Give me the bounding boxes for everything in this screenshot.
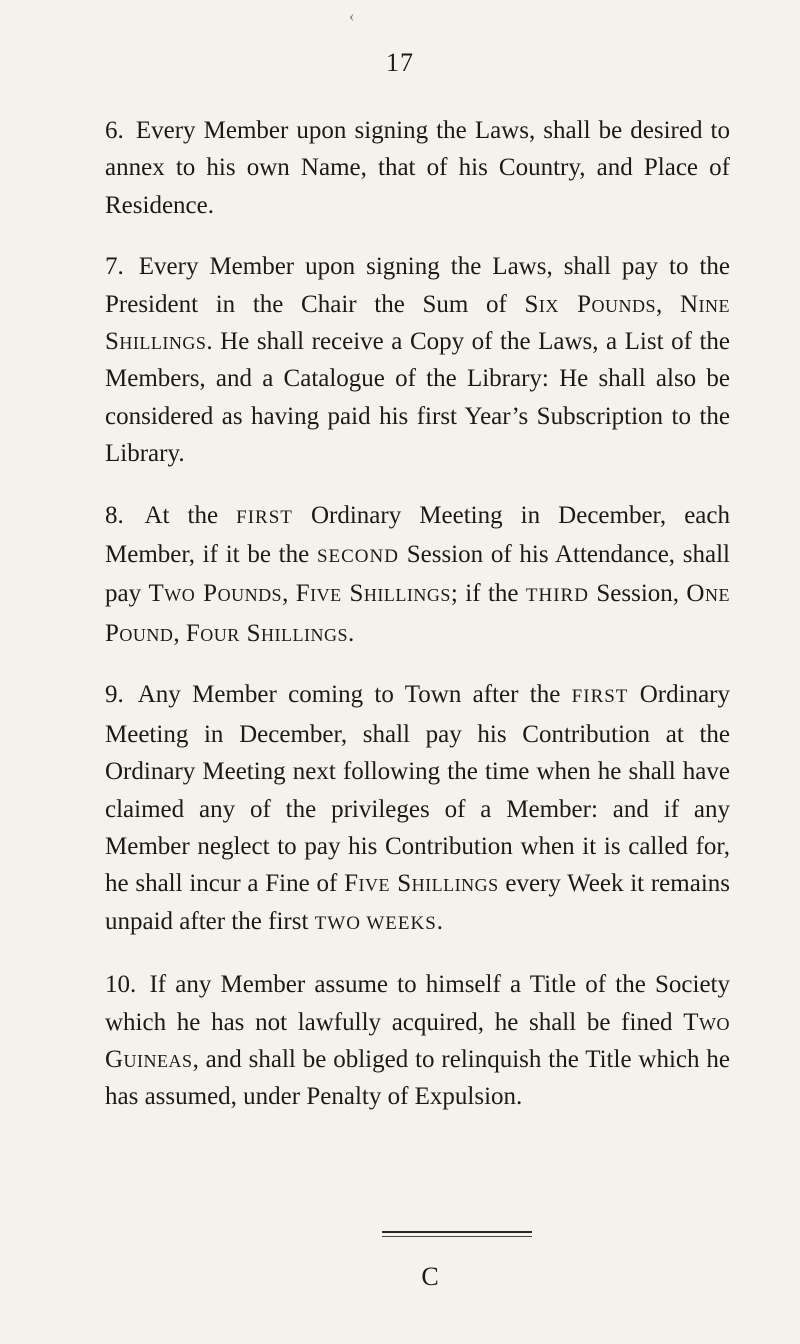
footer-rule xyxy=(382,1231,532,1240)
paragraph-text: . xyxy=(436,907,444,935)
paragraph-text: Ordinary Meeting in December, shall pay his Contribution at the Ordinary Meeting next following the time when he shall have claimed any of the privileges of a Member: and if any Member neglect to pay his Contribution when it is called for, he shall incur a Fine of xyxy=(105,681,731,898)
small-caps-amount: Two Pounds xyxy=(148,580,283,608)
paragraph-text: every Week it remains unpaid after the first xyxy=(105,870,730,935)
law-paragraph-10 xyxy=(105,966,730,1116)
paragraph-text: Ordinary Meeting in December, each Member, if it be the xyxy=(105,501,730,569)
small-caps-amount: One Pound xyxy=(105,580,730,647)
paragraph-text: , and shall be obliged to relinquish the Title which he has assumed, under Penalty of Expulsion. xyxy=(105,1045,730,1111)
paragraph-text: Every Member upon signing the Laws, shall pay to the President in the Chair the Sum of xyxy=(105,253,730,318)
rule-thick xyxy=(382,1231,532,1233)
paragraph-text: If any Member assume to himself a Title of the Society which he has not lawfully acquired, he shall be fined xyxy=(105,971,731,1036)
paragraph-number: 10. xyxy=(105,971,137,999)
paragraph-text: Session, xyxy=(588,580,687,608)
paragraph-text: At the xyxy=(144,501,237,529)
law-paragraph-8 xyxy=(105,497,730,653)
paragraph-text: ; if the xyxy=(450,580,526,608)
body-text xyxy=(105,112,730,1140)
rule-thin xyxy=(382,1236,532,1237)
small-caps-amount: Five Shillings xyxy=(295,580,451,608)
small-caps-amount: Four Shillings xyxy=(185,619,348,647)
signature-mark: C xyxy=(421,1262,439,1291)
paragraph-text: , xyxy=(282,580,296,608)
paragraph-text: . He shall receive a Copy of the Laws, a List of the Members, and a Catalogue of the Library: He shall also be considered as having paid his first Year’s Subscription to the Library. xyxy=(105,328,730,468)
page-number: 17 xyxy=(386,48,414,77)
paragraph-number: 9. xyxy=(105,681,124,709)
paragraph-number: 6. xyxy=(105,117,124,144)
small-caps-amount: Six Pounds xyxy=(524,290,657,318)
paragraph-text: Session of his Attendance, shall pay xyxy=(105,541,730,608)
caps-word: THIRD xyxy=(525,585,589,607)
paragraph-text: Any Member coming to Town after the xyxy=(137,681,572,709)
small-caps-amount: Nine Shillings xyxy=(105,290,731,356)
paragraph-text: , xyxy=(173,619,186,647)
stray-ink-mark: ‹ xyxy=(349,8,355,25)
paragraph-number: 8. xyxy=(105,501,124,529)
caps-word: SECOND xyxy=(316,546,399,568)
law-paragraph-7 xyxy=(105,248,730,472)
paragraph-number: 7. xyxy=(105,253,124,281)
paragraph-text: , xyxy=(656,290,680,318)
small-caps-amount: Two Guineas xyxy=(105,1008,730,1073)
caps-word: FIRST xyxy=(236,506,293,528)
law-paragraph-6 xyxy=(105,112,730,224)
law-paragraph-9 xyxy=(105,676,730,942)
caps-word: FIRST xyxy=(571,686,629,708)
caps-word: TWO WEEKS xyxy=(314,912,437,934)
paragraph-text: . xyxy=(347,619,355,647)
small-caps-amount: Five Shillings xyxy=(344,870,499,898)
paragraph-text: Every Member upon signing the Laws, shall be desired to annex to his own Name, that of his Country, and Place of Residence. xyxy=(105,117,731,219)
